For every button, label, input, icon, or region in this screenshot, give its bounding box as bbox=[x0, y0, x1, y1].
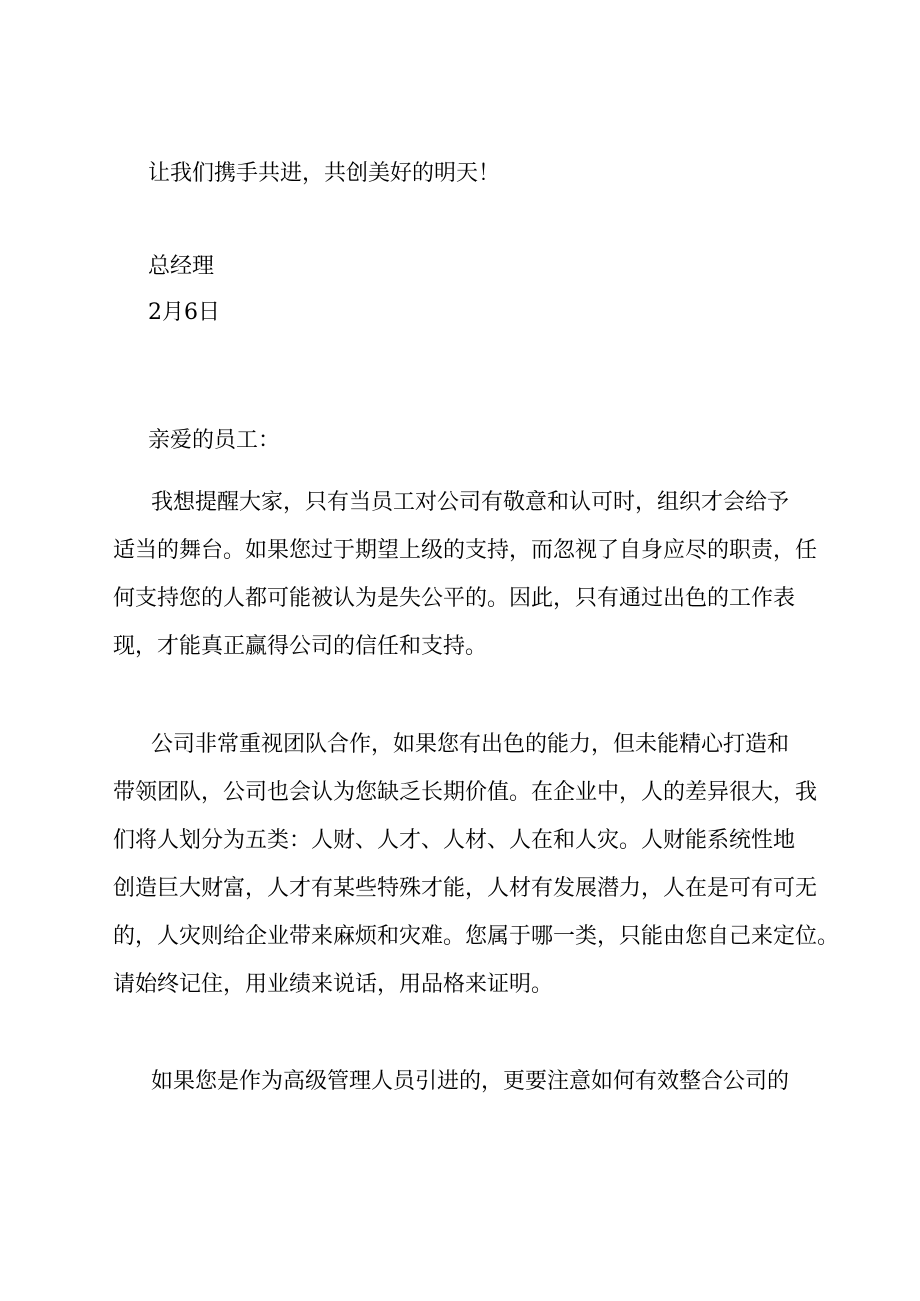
paragraph-line: 公司非常重视团队合作，如果您有出色的能力，但未能精心打造和 bbox=[151, 732, 790, 757]
paragraph-line: 如果您是作为高级管理人员引进的，更要注意如何有效整合公司的 bbox=[151, 1069, 790, 1094]
paragraph-line: 现，才能真正赢得公司的信任和支持。 bbox=[113, 634, 488, 659]
closing-slogan: 让我们携手共进，共创美好的明天！ bbox=[148, 161, 501, 186]
paragraph-line: 的，人灾则给企业带来麻烦和灾难。您属于哪一类，只能由您自己来定位。 bbox=[113, 924, 840, 949]
paragraph-line: 带领团队，公司也会认为您缺乏长期价值。在企业中，人的差异很大，我 bbox=[113, 780, 818, 805]
paragraph-line: 何支持您的人都可能被认为是失公平的。因此，只有通过出色的工作表 bbox=[113, 586, 796, 611]
signature-title: 总经理 bbox=[148, 254, 215, 279]
letter-salutation: 亲爱的员工： bbox=[148, 428, 281, 453]
paragraph-line: 请始终记住，用业绩来说话，用品格来证明。 bbox=[113, 972, 554, 997]
paragraph-line: 我想提醒大家，只有当员工对公司有敬意和认可时，组织才会给予 bbox=[151, 490, 790, 515]
paragraph-line: 创造巨大财富，人才有某些特殊才能，人材有发展潜力，人在是可有可无 bbox=[113, 876, 818, 901]
paragraph-line: 适当的舞台。如果您过于期望上级的支持，而忽视了自身应尽的职责，任 bbox=[113, 538, 818, 563]
paragraph-line: 们将人划分为五类：人财、人才、人材、人在和人灾。人财能系统性地 bbox=[113, 828, 796, 853]
signature-date: 2月6日 bbox=[148, 300, 220, 325]
